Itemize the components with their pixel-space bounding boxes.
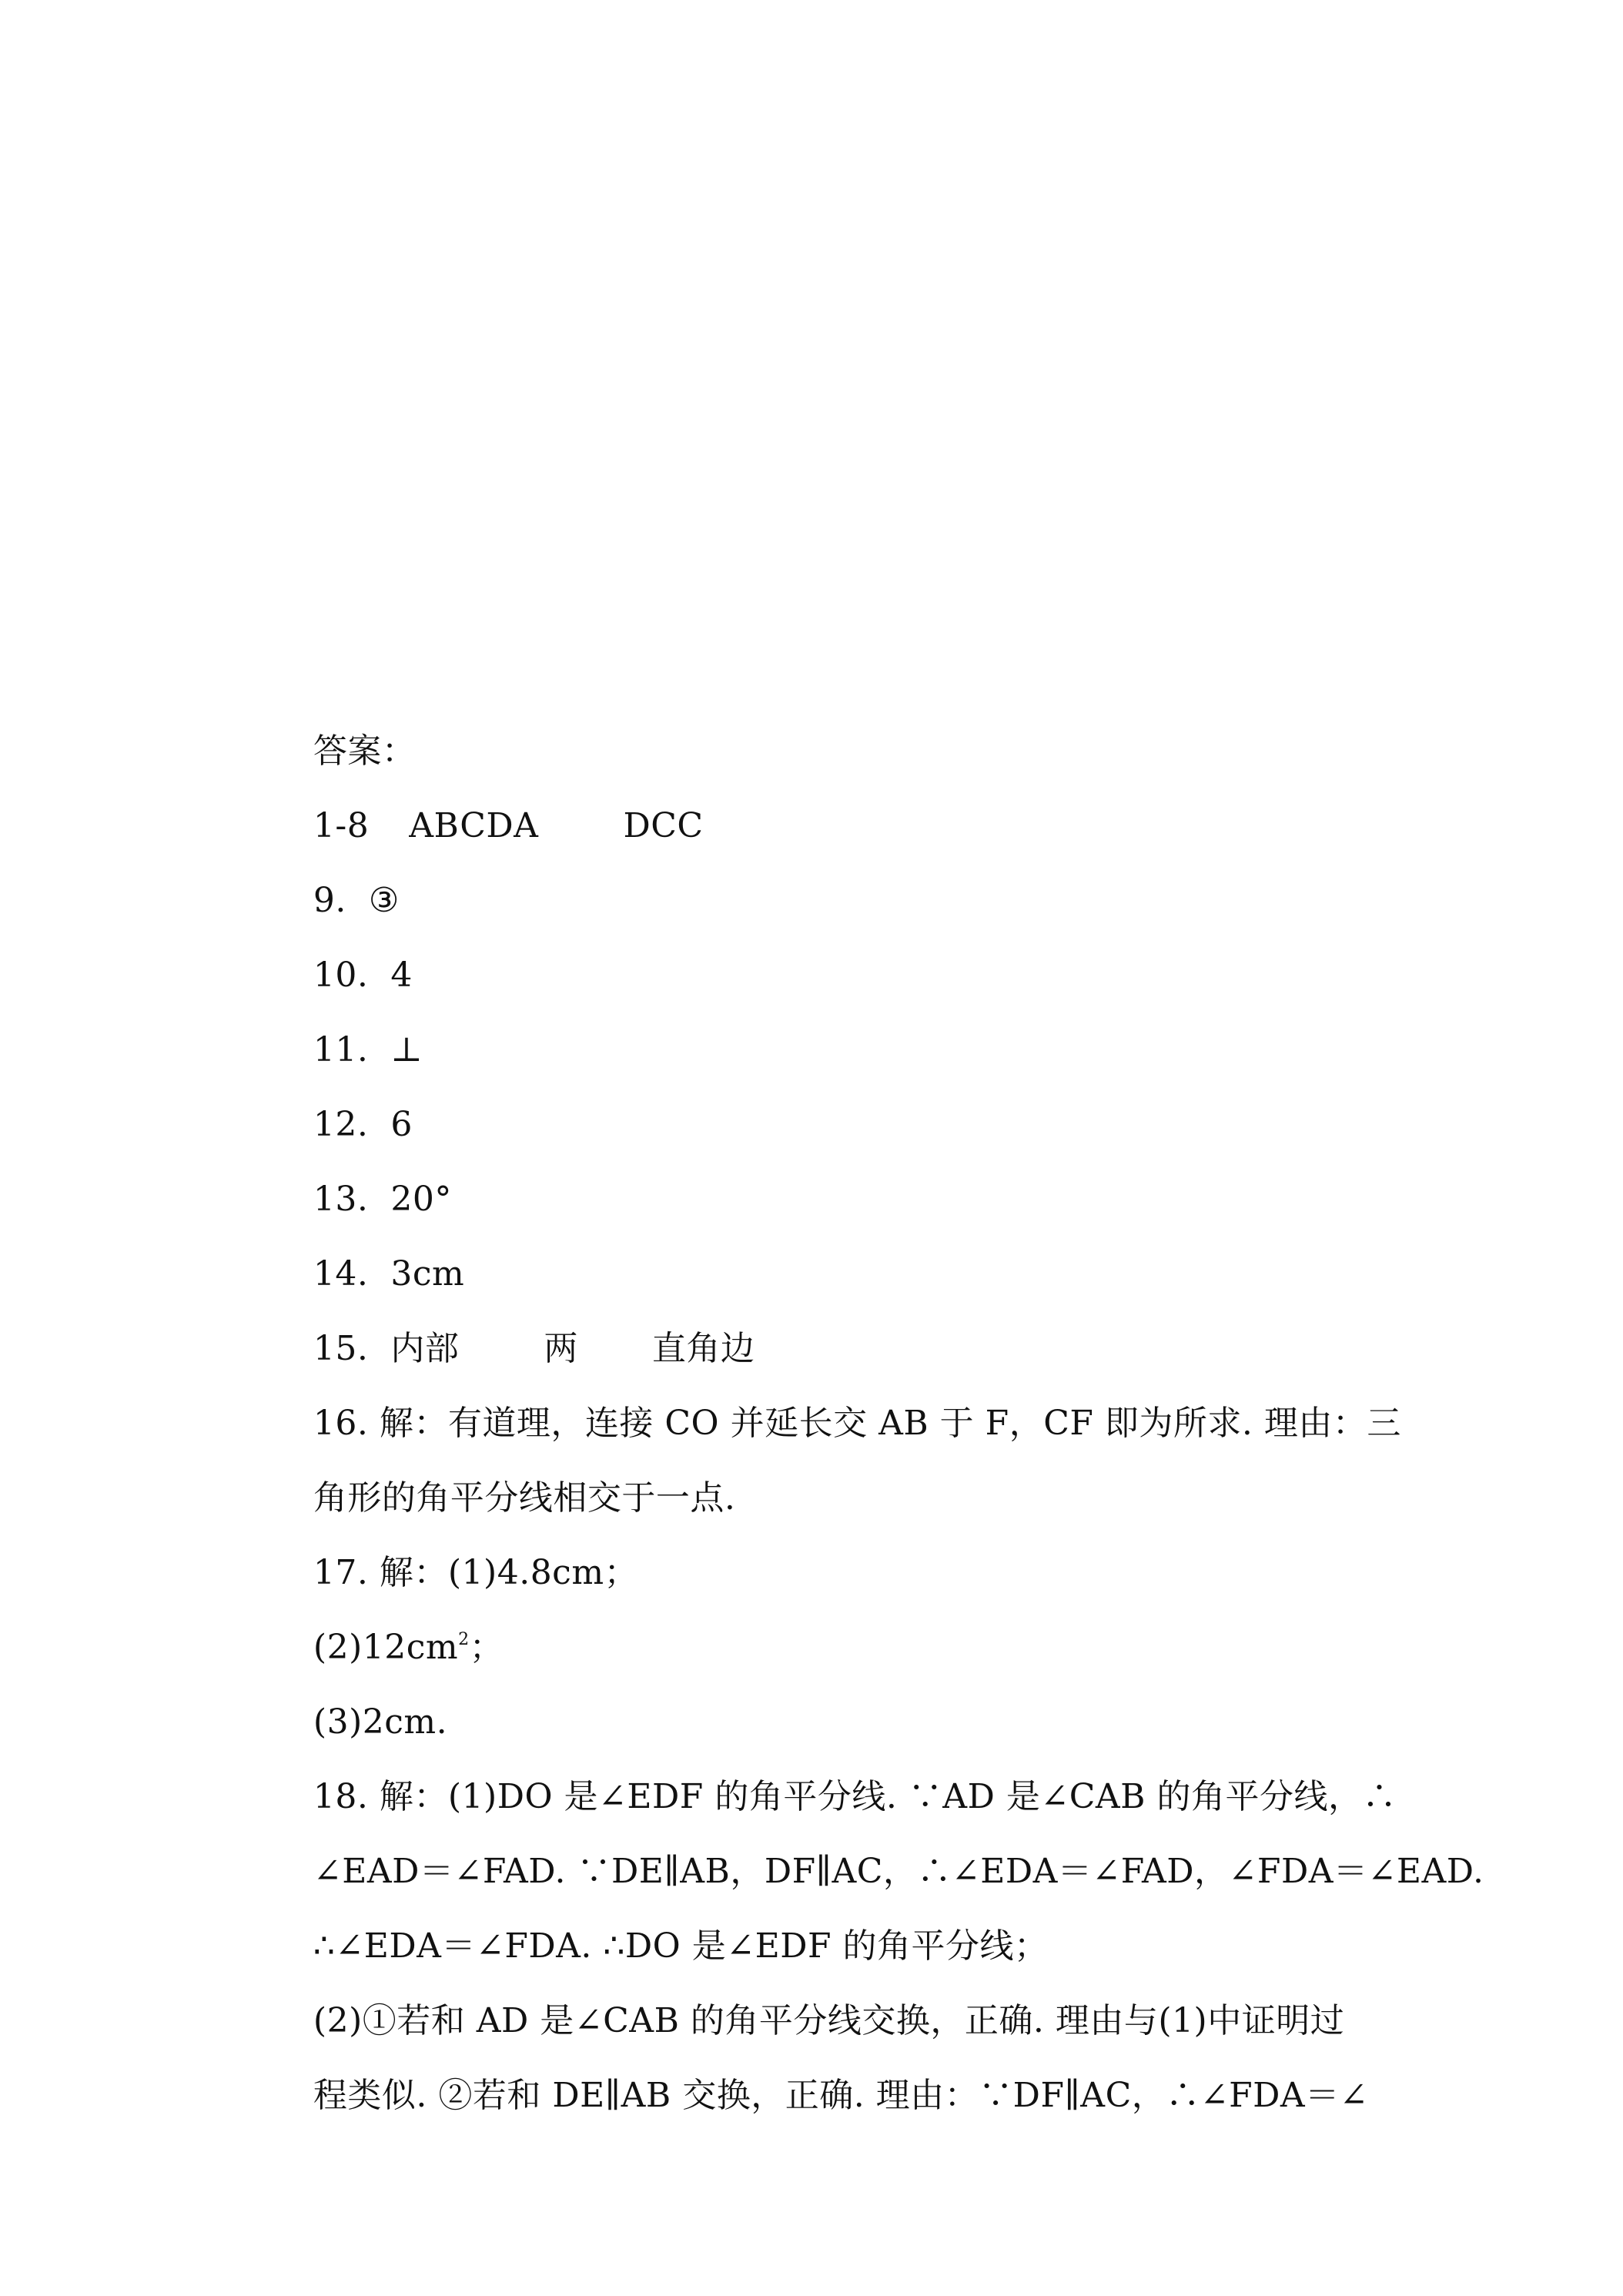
- answer-value: ③: [368, 881, 400, 920]
- answer-value: DCC: [623, 806, 704, 845]
- solution-text: 16. 解：有道理，连接 CO 并延长交 AB 于 F，CF 即为所求. 理由：三: [313, 1404, 1401, 1443]
- question-number: 12.: [313, 1105, 369, 1144]
- answer-line-10: [246, 863, 1386, 995]
- heading-text: 答案：: [313, 731, 417, 771]
- solution-text: (3)2cm.: [313, 1702, 448, 1742]
- answer-line-11: [246, 938, 1386, 1069]
- question-number: 14.: [313, 1254, 369, 1294]
- solution-text: 程类似. ②若和 DE∥AB 交换，正确. 理由：∵DF∥AC，∴∠FDA＝∠: [313, 2076, 1369, 2115]
- answer-line-13: [246, 1087, 1386, 1219]
- answer-value: 两: [544, 1329, 578, 1368]
- solution-text: 17. 解：(1)4.8cm；: [313, 1553, 639, 1592]
- solution-text: (2)12cm: [313, 1628, 459, 1667]
- answer-value: 3cm: [390, 1254, 465, 1294]
- question-number: 15.: [313, 1329, 369, 1368]
- answer-value: ABCDA: [409, 806, 539, 845]
- question-number: 13.: [313, 1180, 369, 1219]
- question-number: 9.: [313, 881, 346, 920]
- solution-text: 18. 解：(1)DO 是∠EDF 的角平分线. ∵AD 是∠CAB 的角平分线，∴: [313, 1777, 1397, 1816]
- answer-line-1-8: [246, 714, 1386, 845]
- solution-text: ；: [469, 1628, 504, 1667]
- question-number: 10.: [313, 956, 369, 995]
- question-number: 1-8: [313, 806, 370, 845]
- solution-text: ∠EAD＝∠FAD. ∵DE∥AB，DF∥AC，∴∠EDA＝∠FAD，∠FDA＝∠EAD.: [313, 1852, 1484, 1891]
- answer-value: 直角边: [651, 1329, 755, 1368]
- answer-value: ⊥: [390, 1030, 423, 1069]
- superscript: 2: [458, 1630, 470, 1649]
- answers-heading: [246, 639, 1386, 771]
- solution-text: 角形的角平分线相交于一点.: [313, 1478, 736, 1518]
- solution-text: ∴∠EDA＝∠FDA. ∴DO 是∠EDF 的角平分线；: [313, 1926, 1049, 1966]
- answer-content: [246, 639, 1484, 2115]
- answer-value: 4: [390, 956, 413, 995]
- answer-value: 6: [390, 1105, 413, 1144]
- answer-value: 内部: [390, 1329, 460, 1368]
- question-number: 11.: [313, 1030, 369, 1069]
- solution-text: (2)①若和 AD 是∠CAB 的角平分线交换，正确. 理由与(1)中证明过: [313, 2001, 1345, 2040]
- answer-value: 20°: [390, 1180, 452, 1219]
